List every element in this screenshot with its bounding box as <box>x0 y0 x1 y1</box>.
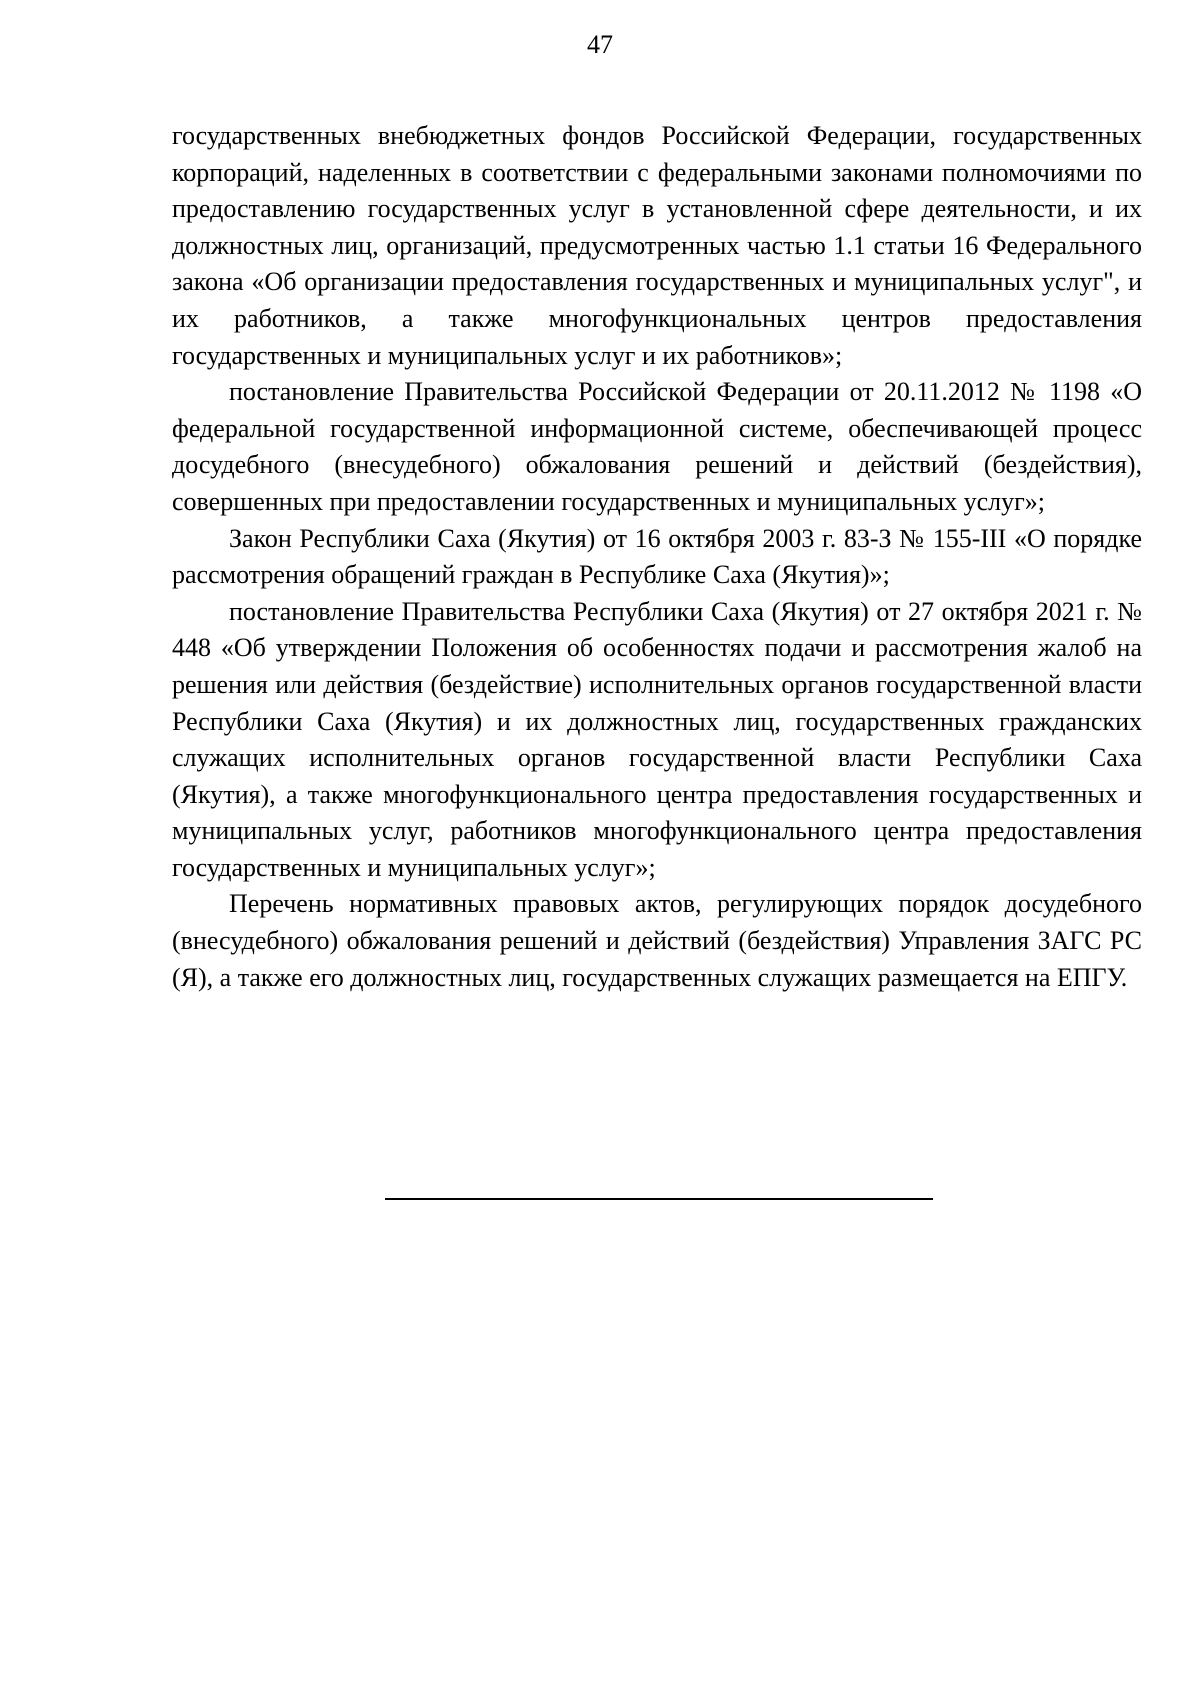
document-body <box>172 118 1142 996</box>
paragraph-decree-448: постановление Правительства Республики Саха (Якутия) от 27 октября 2021 г. № 448 «Об утверждении Положения об особенностях подачи и рассмотрения жалоб на решения или действия (бездействие) исполнительных органов государственной власти Республики Саха (Якутия) и их должностных лиц, государственных гражданских служащих исполнительных органов государственной власти Республики Саха (Якутия), а также многофункционального центра предоставления государственных и муниципальных услуг, работников многофункционального центра предоставления государственных и муниципальных услуг»; <box>172 596 1142 882</box>
paragraph-continuation: государственных внебюджетных фондов Российской Федерации, государственных корпораций, наделенных в соответствии с федеральными законами полномочиями по предоставлению государственных услуг в установленной сфере деятельности, и их должностных лиц, организаций, предусмотренных частью 1.1 статьи 16 Федерального закона «Об организации предоставления государственных и муниципальных услуг", и их работников, а также многофункциональных центров предоставления государственных и муниципальных услуг и их работников»; <box>172 121 1142 370</box>
page-number: 47 <box>587 30 613 59</box>
paragraph-law-sakha: Закон Республики Саха (Якутия) от 16 октября 2003 г. 83-З № 155-III «О порядке рассмотрения обращений граждан в Республике Саха (Якутия)»; <box>172 523 1142 590</box>
paragraph-decree-1198: постановление Правительства Российской Федерации от 20.11.2012 № 1198 «О федеральной государственной информационной системе, обеспечивающей процесс досудебного (внесудебного) обжалования решений и действий (бездействия), совершенных при предоставлении государственных и муниципальных услуг»; <box>172 377 1142 516</box>
paragraph-list-note: Перечень нормативных правовых актов, регулирующих порядок досудебного (внесудебного) обжалования решений и действий (бездействия) Управления ЗАГС РС (Я), а также его должностных лиц, государственных служащих размещается на ЕПГУ. <box>172 889 1142 992</box>
document-end-rule <box>385 1198 933 1200</box>
